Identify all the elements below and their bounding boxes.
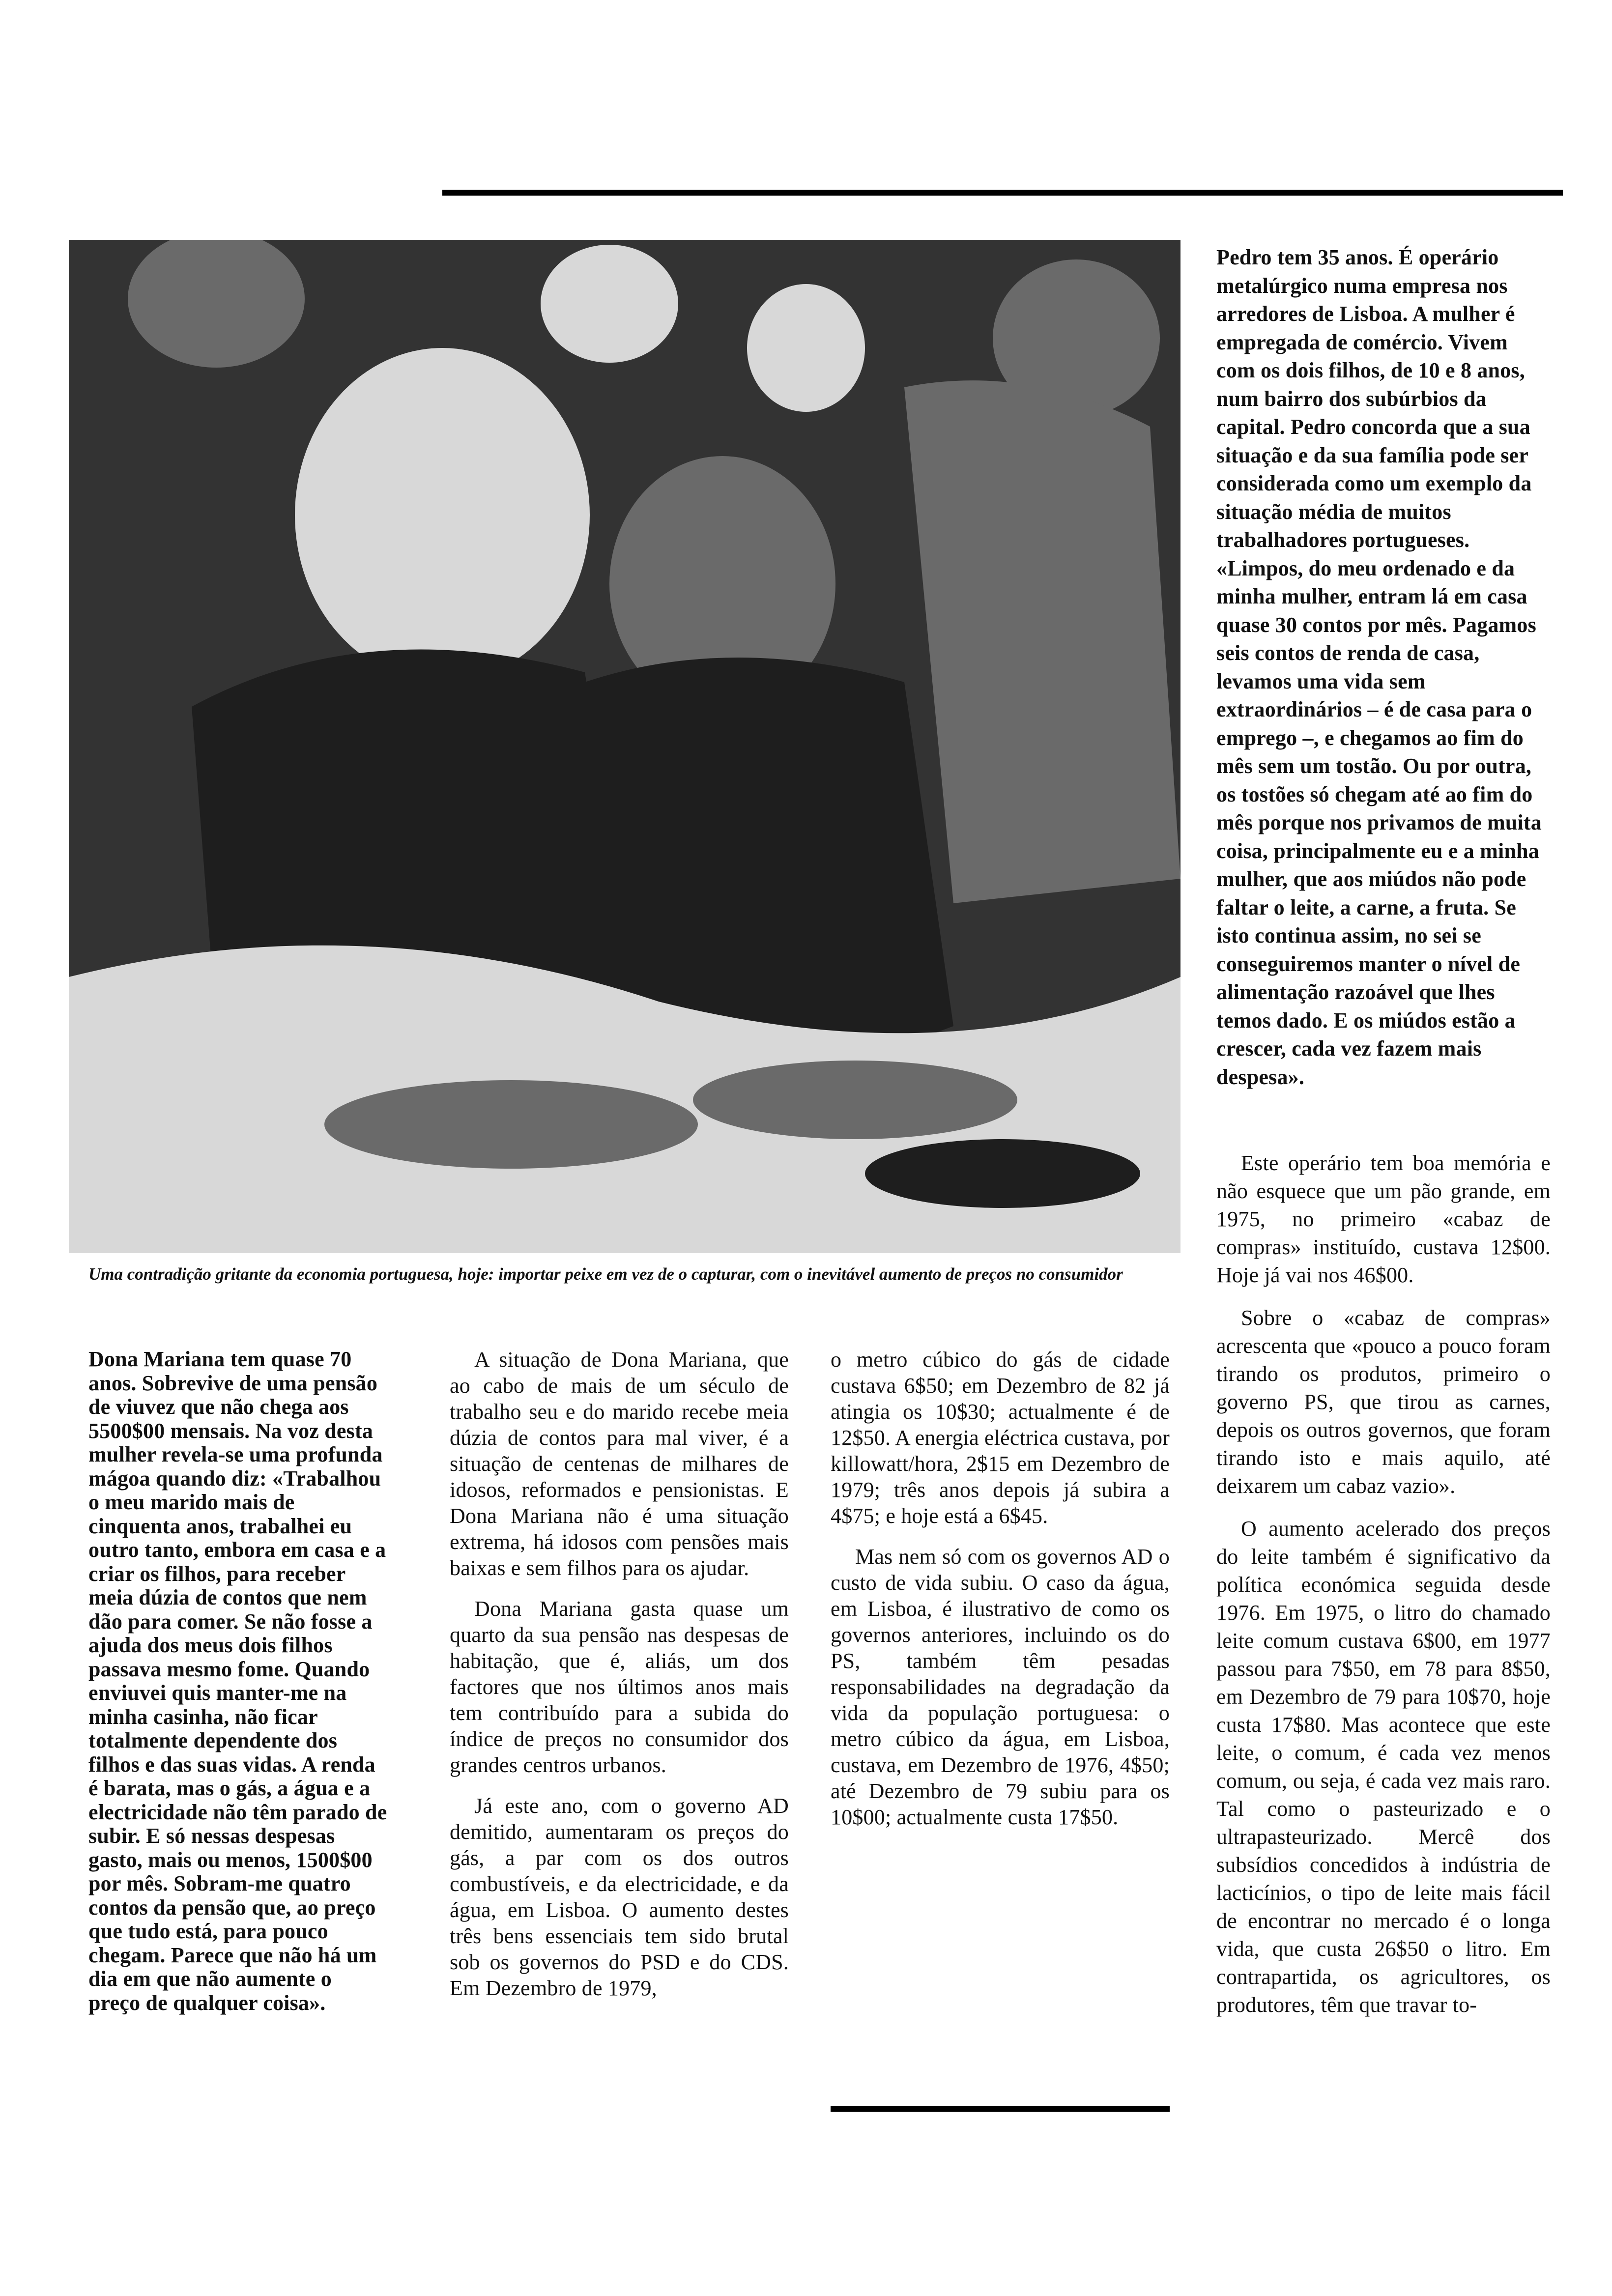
pedro-quote bbox=[1216, 243, 1551, 1091]
column-2-paragraph: Dona Mariana gasta quase um quarto da sua pensão nas despesas de habitação, que é, aliás, um dos factores que nos últimos anos mais tem contribuído para a subida do índice de preços no consumidor dos grandes centros urbanos. bbox=[450, 1597, 789, 1777]
right-paragraph: Sobre o «cabaz de compras» acrescenta que «pouco a pouco foram tirando os produtos, primeiro o governo PS, que tirou as carnes, depois os outros governos, que foram tirando isto e mais aquilo, até deixarem um cabaz vazio». bbox=[1216, 1306, 1551, 1498]
photo-fish bbox=[324, 1080, 698, 1169]
pedro-quote-text: Pedro tem 35 anos. É operário metalúrgico numa empresa nos arredores de Lisboa. A mulher é empregada de comércio. Vivem com os dois filhos, de 10 e 8 anos, num bairro dos subúrbios da capital. Pedro concorda que a sua situação e da sua família pode ser considerada como um exemplo da situação média de muitos trabalhadores portugueses. «Limpos, do meu ordenado e da minha mulher, entram lá em casa quase 30 contos por mês. Pagamos seis contos de renda de casa, levamos uma vida sem extraordinários – é de casa para o emprego –, e chegamos ao fim do mês sem um tostão. Ou por outra, os tostões só chegam até ao fim do mês porque nos privamos de muita coisa, principalmente eu e a minha mulher, que aos miúdos não pode faltar o leite, a carne, a fruta. Se isto continua assim, no sei se conseguiremos manter o nível de alimentação razoável que lhes temos dado. E os miúdos estão a crescer, cada vez fazem mais despesa». bbox=[1216, 245, 1542, 1089]
right-paragraph: Este operário tem boa memória e não esquece que um pão grande, em 1975, no primeiro «cabaz de compras» instituído, custava 12$00. Hoje já vai nos 46$00. bbox=[1216, 1151, 1551, 1287]
column-2 bbox=[450, 1347, 789, 2016]
right-paragraph: O aumento acelerado dos preços do leite também é significativo da política económica seguida desde 1976. Em 1975, o litro do chamado leite comum custava 6$00, em 1977 passou para 7$50, em 78 para 8$50, em Dezembro de 79 para 10$70, hoje custa 17$80. Mas acontece que este leite, o comum, é cada vez menos comum, ou seja, é cada vez mais raro. Tal como o pasteurizado e o ultrapasteurizado. Mercê dos subsídios concedidos à indústria de lacticínios, o tipo de leite mais fácil de encontrar no mercado é o longa vida, que custa 26$50 o litro. Em contrapartida, os agricultores, os produtores, têm que travar to- bbox=[1216, 1517, 1551, 2017]
mariana-quote-text: Dona Mariana tem quase 70 anos. Sobrevive de uma pensão de viuvez que não chega aos 5500$00 mensais. Na voz desta mulher revela-se uma profunda mágoa quando diz: «Trabalhou o meu marido mais de cinquenta anos, trabalhei eu outro tanto, embora em casa e a criar os filhos, para receber meia dúzia de contos que nem dão para comer. Se não fosse a ajuda dos meus dois filhos passava mesmo fome. Quando enviuvei quis manter-me na minha casinha, não ficar totalmente dependente dos filhos e das suas vidas. A renda é barata, mas o gás, a água e a electricidade não têm parado de subir. E só nessas despesas gasto, mais ou menos, 1500$00 por mês. Sobram-me quatro contos da pensão que, ao preço que tudo está, para pouco chegam. Parece que não há um dia em que não aumente o preço de qualquer coisa». bbox=[88, 1347, 387, 2015]
column-3-paragraph: Mas nem só com os governos AD o custo de vida subiu. O caso da água, em Lisboa, é ilustrativo de como os governos anteriores, incluindo os do PS, também têm pesadas responsabilidades na degradação da vida da população portuguesa: o metro cúbico da água, em Lisboa, custava, em Dezembro de 1976, 4$50; até Dezembro de 79 subiu para os 10$00; actualmente custa 17$50. bbox=[831, 1545, 1170, 1829]
column-2-paragraph: A situação de Dona Mariana, que ao cabo de mais de um século de trabalho seu e do marido recebe meia dúzia de contos para mal viver, é a situação de centenas de milhares de idosos, reformados e pensionistas. E Dona Mariana não é uma situação extrema, há idosos com pensões mais baixas e sem filhos para os ajudar. bbox=[450, 1348, 789, 1580]
column-3 bbox=[831, 1347, 1170, 1845]
photo-fish bbox=[865, 1139, 1140, 1208]
right-column-body bbox=[1216, 1149, 1551, 2034]
photo-fish bbox=[693, 1061, 1017, 1139]
column-3-paragraph: o metro cúbico do gás de cidade custava 6$50; em Dezembro de 82 já atingia os 10$30; actualmente é de 12$50. A energia eléctrica custava, por killowatt/hora, 2$15 em Dezembro de 1979; três anos depois já subira a 4$75; e hoje está a 6$45. bbox=[831, 1348, 1170, 1528]
photo-caption: Uma contradição gritante da economia portuguesa, hoje: importar peixe em vez de o capturar, com o inevitável aumento de preços no consumidor bbox=[88, 1264, 1123, 1284]
top-rule bbox=[442, 190, 1563, 196]
bottom-rule bbox=[831, 2106, 1170, 2112]
mariana-quote bbox=[88, 1348, 388, 2015]
news-photo bbox=[69, 240, 1180, 1253]
photo-illustration bbox=[69, 240, 1180, 1253]
photo-figure-head bbox=[295, 348, 590, 682]
photo-figure bbox=[747, 284, 865, 412]
photo-figure bbox=[541, 245, 678, 363]
column-2-paragraph: Já este ano, com o governo AD demitido, aumentaram os preços do gás, a par com os dos outros combustíveis, e da electricidade, e da água, em Lisboa. O aumento destes três bens essenciais tem sido brutal sob os governos do PSD e do CDS. Em Dezembro de 1979, bbox=[450, 1794, 789, 2000]
